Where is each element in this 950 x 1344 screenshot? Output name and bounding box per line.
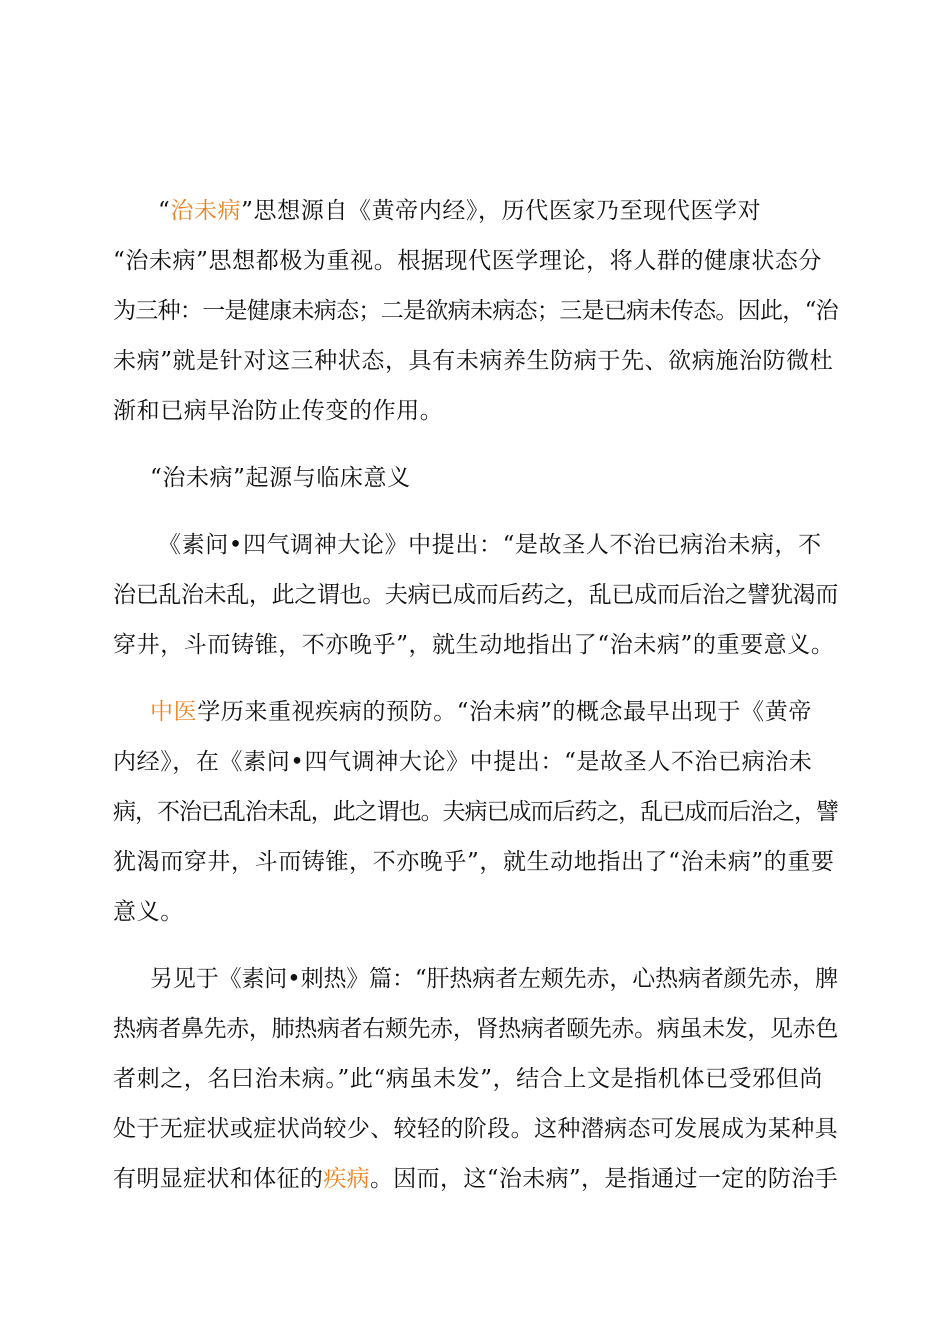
text-run: 病，不治已乱治未乱，此之谓也。夫病已成而后药之，乱已成而后治之，譬 [113, 799, 838, 825]
text-run: 学历来重视疾病的预防。“治未病”的概念最早出现于《黄帝 [197, 699, 812, 725]
text-run: “ [158, 198, 171, 224]
text-run: 热病者鼻先赤，肺热病者右颊先赤，肾热病者颐先赤。病虽未发，见赤色 [113, 1016, 838, 1042]
text-line [113, 797, 838, 827]
text-run: 处于无症状或症状尚较少、较轻的阶段。这种潜病态可发展成为某种具 [113, 1116, 838, 1142]
text-run: 未病”就是针对这三种状态，具有未病养生防病于先、欲病施治防微杜 [113, 348, 834, 374]
text-run: 穿井，斗而铸锥，不亦晚乎”，就生动地指出了“治未病”的重要意义。 [113, 632, 835, 658]
text-line [158, 530, 822, 560]
text-run: 另见于《素问•刺热》篇：“肝热病者左颊先赤，心热病者颜先赤，脾 [150, 966, 838, 992]
text-line [113, 246, 822, 276]
text-line [113, 580, 838, 610]
text-line [150, 697, 812, 727]
text-run: 内经》，在《素问•四气调神大论》中提出：“是故圣人不治已病治未 [113, 749, 813, 775]
text-line [113, 897, 184, 927]
text-run: 为三种：一是健康未病态；二是欲病未病态；三是已病未传态。因此，“治 [113, 298, 838, 324]
text-run: ”思想源自《黄帝内经》，历代医家乃至现代医学对 [241, 198, 762, 224]
text-line [158, 196, 761, 226]
text-line [113, 396, 443, 426]
text-run: “治未病”起源与临床意义 [150, 465, 411, 491]
text-line [113, 1164, 838, 1194]
text-run: 《素问•四气调神大论》中提出：“是故圣人不治已病治未病，不 [158, 532, 822, 558]
text-line [113, 630, 834, 660]
text-line [113, 346, 833, 376]
text-run: “治未病”思想都极为重视。根据现代医学理论，将人群的健康状态分 [113, 248, 823, 274]
text-line [113, 847, 834, 877]
text-line [150, 463, 411, 493]
text-line [150, 964, 838, 994]
text-line [113, 1014, 838, 1044]
text-line [113, 1064, 823, 1094]
text-run: 者刺之，名曰治未病。”此“病虽未发”，结合上文是指机体已受邪但尚 [113, 1066, 823, 1092]
text-line [113, 296, 838, 326]
highlighted-term: 中医 [150, 699, 198, 725]
text-run: 治已乱治未乱，此之谓也。夫病已成而后药之，乱已成而后治之譬犹渴而 [113, 582, 838, 608]
highlighted-term: 疾病 [323, 1166, 370, 1192]
text-run: 意义。 [113, 899, 184, 925]
text-run: 有明显症状和体征的 [113, 1166, 324, 1192]
highlighted-term: 治未病 [170, 198, 242, 224]
text-run: 渐和已病早治防止传变的作用。 [113, 398, 444, 424]
text-run: 犹渴而穿井，斗而铸锥，不亦晚乎”，就生动地指出了“治未病”的重要 [113, 849, 835, 875]
text-line [113, 747, 812, 777]
text-line [113, 1114, 838, 1144]
text-run: 。因而，这“治未病”，是指通过一定的防治手 [369, 1166, 838, 1192]
